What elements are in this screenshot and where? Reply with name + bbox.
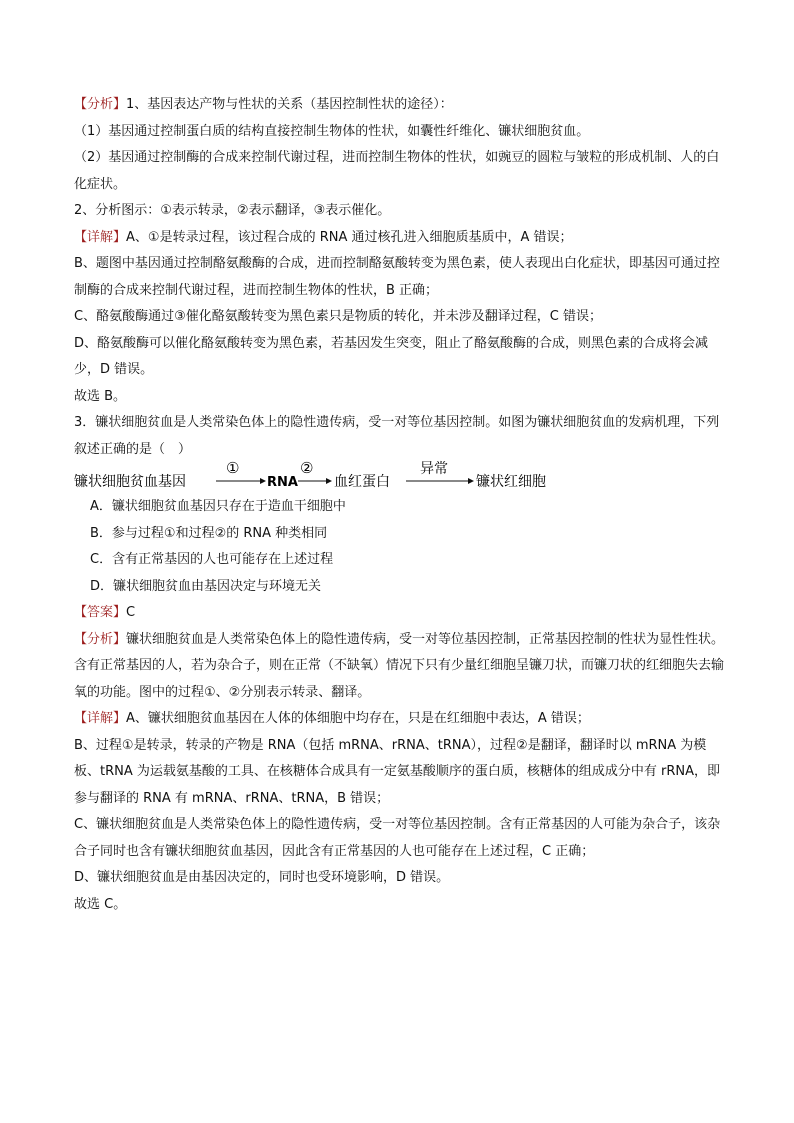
pathway-diagram — [74, 459, 730, 493]
arrow-3-label: 异常 — [420, 461, 448, 477]
pathway-svg — [74, 459, 730, 493]
analysis-tag: 【分析】 — [74, 97, 127, 112]
conclusion-1: 故选 B。 — [74, 388, 127, 404]
question-3-stem: 3．镰状细胞贫血是人类常染色体上的隐性遗传病，受一对等位基因控制。如图为镰状细胞贫血的发病机理，下列叙述正确的是（ ） — [74, 415, 720, 457]
q3-analysis-tag: 【分析】 — [74, 631, 127, 647]
document-page — [74, 92, 730, 918]
arrow-1-label: ① — [226, 459, 240, 477]
figure-analysis: 2、分析图示：①表示转录，②表示翻译，③表示催化。 — [74, 203, 391, 218]
option-a: A．镰状细胞贫血基因只存在于造血干细胞中 — [90, 499, 346, 514]
arrow-2-head — [326, 478, 332, 484]
q3-detail-d: D、镰状细胞贫血是由基因决定的，同时也受环境影响，D 错误。 — [74, 870, 450, 885]
detail-a: A、①是转录过程，该过程合成的 RNA 通过核孔进入细胞质基质中，A 错误； — [126, 229, 573, 245]
node-gene: 镰状细胞贫血基因 — [74, 474, 186, 490]
q3-detail-b: B、过程①是转录，转录的产物是 RNA（包括 mRNA、rRNA、tRNA），过程②是翻译，翻译时以 mRNA 为模板、tRNA 为运载氨基酸的工具、在核糖体合成具有一定氨基酸顺序的蛋白质，核糖体的组成成分中有 rRNA，即参与翻译的 RNA 有 mRNA、rRNA、tRNA，B 错误； — [74, 737, 721, 806]
node-sickle-cell: 镰状红细胞 — [476, 474, 546, 490]
analysis-head: 1、基因表达产物与性状的关系（基因控制性状的途径）： — [126, 97, 453, 112]
option-b: B．参与过程①和过程②的 RNA 种类相同 — [90, 525, 328, 541]
q3-detail-c: C、镰状细胞贫血是人类常染色体上的隐性遗传病，受一对等位基因控制。含有正常基因的人可能为杂合子，该杂合子同时也含有镰状细胞贫血基因，因此含有正常基因的人也可能存在上述过程，C 正确； — [74, 817, 721, 859]
point-1: （1）基因通过控制蛋白质的结构直接控制生物体的性状，如囊性纤维化、镰状细胞贫血。 — [74, 123, 590, 139]
q3-detail — [74, 706, 730, 733]
node-hemoglobin: 血红蛋白 — [334, 474, 390, 490]
point-2: （2）基因通过控制酶的合成来控制代谢过程，进而控制生物体的性状，如豌豆的圆粒与皱粒的形成机制、人的白化症状。 — [74, 150, 720, 192]
detail-paragraph — [74, 225, 730, 252]
option-d: D．镰状细胞贫血由基因决定与环境无关 — [90, 578, 322, 594]
arrow-1-head — [260, 478, 266, 484]
detail-d: D、酪氨酸酶可以催化酪氨酸转变为黑色素，若基因发生突变，阻止了酪氨酸酶的合成，则黑色素的合成将会减少，D 错误。 — [74, 335, 709, 377]
q3-analysis — [74, 627, 730, 707]
node-rna: RNA — [267, 475, 298, 490]
analysis-paragraph — [74, 92, 730, 119]
arrow-3-head — [468, 478, 474, 484]
detail-c: C、酪氨酸酶通过③催化酪氨酸转变为黑色素只是物质的转化，并未涉及翻译过程，C 错误； — [74, 309, 602, 324]
q3-detail-a: A、镰状细胞贫血基因在人体的体细胞中均存在，只是在红细胞中表达，A 错误； — [126, 711, 590, 726]
answer-value: C — [126, 605, 136, 620]
q3-analysis-text: 镰状细胞贫血是人类常染色体上的隐性遗传病，受一对等位基因控制，正常基因控制的性状为显性性状。含有正常基因的人，若为杂合子，则在正常（不缺氧）情况下只有少量红细胞呈镰刀状，而镰刀状的红细胞失去输氧的功能。图中的过程①、②分别表示转录、翻译。 — [74, 631, 725, 700]
detail-b: B、题图中基因通过控制酪氨酸酶的合成，进而控制酪氨酸转变为黑色素，使人表现出白化症状，即基因可通过控制酶的合成来控制代谢过程，进而控制生物体的性状，B 正确； — [74, 256, 720, 298]
detail-tag: 【详解】 — [74, 229, 127, 245]
q3-conclusion: 故选 C。 — [74, 896, 127, 912]
arrow-2-label: ② — [300, 459, 314, 477]
answer-line — [74, 600, 730, 627]
answer-tag: 【答案】 — [74, 605, 127, 620]
q3-detail-tag: 【详解】 — [74, 711, 127, 726]
option-c: C．含有正常基因的人也可能存在上述过程 — [90, 552, 334, 567]
